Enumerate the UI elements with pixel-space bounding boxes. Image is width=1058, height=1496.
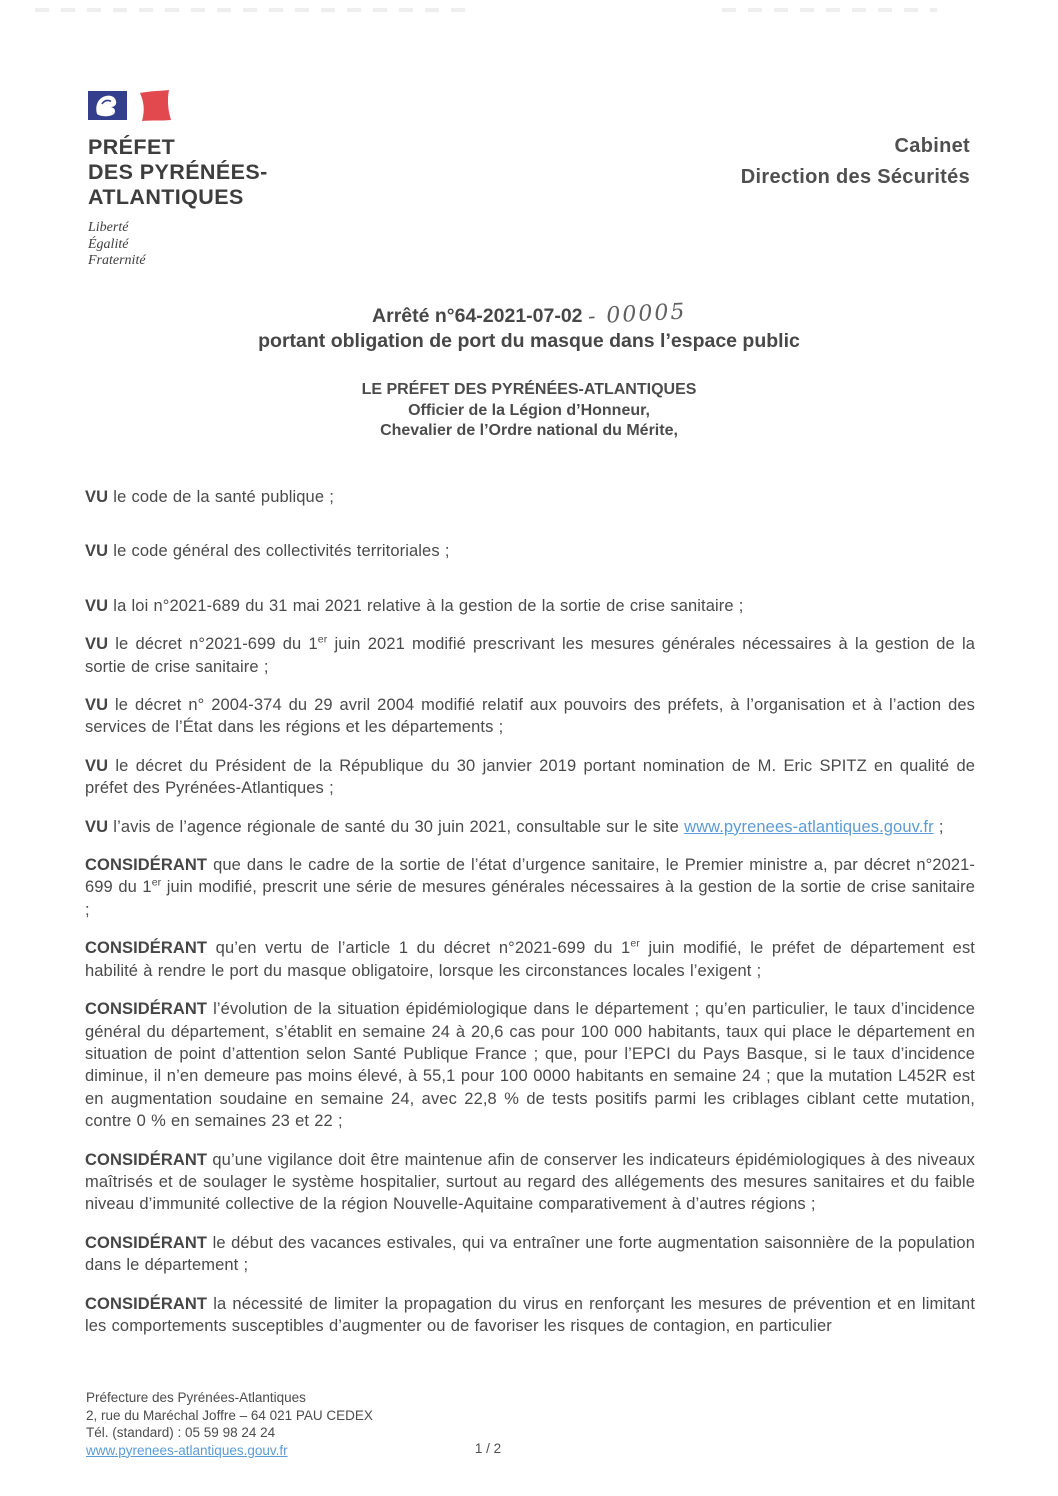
french-republic-logo-icon xyxy=(88,90,174,122)
gov-brand-block xyxy=(88,90,268,270)
paragraph-text: le code de la santé publique ; xyxy=(108,488,334,506)
prefecture-brand-name xyxy=(88,135,268,210)
motto-line-fraternite: Fraternité xyxy=(88,253,146,268)
paragraph-lead-word: CONSIDÉRANT xyxy=(85,1233,208,1252)
issuer-honor-2: Chevalier de l’Ordre national du Mérite, xyxy=(380,422,678,439)
title-block xyxy=(0,299,1058,442)
considerant-article-1 xyxy=(85,937,975,982)
superscript-ordinal: er xyxy=(151,876,162,889)
republic-motto xyxy=(88,220,268,270)
vu-avis-ars xyxy=(85,816,975,838)
service-cabinet: Cabinet xyxy=(894,135,970,157)
paragraph-text: qu’une vigilance doit être maintenue afin de conserver les indicateurs épidémiologiques à des niveaux maîtrisés et de soulager le système hospitalier, surtout au regard des allégements des mesures sanitaires et du faible niveau d’immunité collective de la région Nouvelle-Aquitaine comparativement à d’autres régions ; xyxy=(85,1150,975,1214)
paragraph-lead-word: CONSIDÉRANT xyxy=(85,1000,208,1019)
brand-line: PRÉFET xyxy=(88,135,176,159)
superscript-ordinal: er xyxy=(317,633,328,646)
vu-collectivites-territoriales xyxy=(85,540,975,562)
paragraph-lead-word: VU xyxy=(85,817,109,836)
paragraph-lead-word: CONSIDÉRANT xyxy=(85,939,208,958)
paragraph-lead-word: CONSIDÉRANT xyxy=(85,856,208,875)
issuer-title: LE PRÉFET DES PYRÉNÉES-ATLANTIQUES xyxy=(361,381,697,398)
paragraph-text: le décret n°2021-699 du 1 xyxy=(108,635,318,654)
paragraph-text: que dans le cadre de la sortie de l’état d’urgence sanitaire, le Premier ministre a, par décret n°2021-699 du 1 xyxy=(85,856,975,897)
paragraph-text: le début des vacances estivales, qui va entraîner une forte augmentation saisonnière de la population dans le département ; xyxy=(85,1233,975,1275)
page-number: 1 / 2 xyxy=(474,1441,502,1456)
paragraph-text: la nécessité de limiter la propagation du virus en renforçant les mesures de prévention et en limitant les comportements susceptibles d’augmenter ou de favoriser les risques de contagion, en particulier xyxy=(85,1294,975,1335)
decree-subject: portant obligation de port du masque dans l’espace public xyxy=(258,330,800,352)
paragraph-lead-word: VU xyxy=(85,635,109,654)
considerant-vacances-estivales xyxy=(85,1232,975,1277)
decree-number-line xyxy=(0,299,1058,330)
body-paragraphs xyxy=(85,486,975,1353)
issuer-block xyxy=(0,380,1058,442)
paragraph-lead-word: VU xyxy=(85,488,109,506)
paragraph-text: l’évolution de la situation épidémiologique dans le département ; qu’en particulier, le taux d’incidence général du département, s’établit en semaine 24 à 20,6 cas pour 100 000 habitants, taux qui place le département en situation de point d’attention selon Santé Publique France ; que, pour l’EPCI du Pays Basque, si le taux d’incidence diminue, il n’en demeure pas moins élevé, à 55,1 pour 100 0000 habitants en semaine 24 ; que la mutation L452R est en augmentation soudaine en semaine 24, avec 22,8 % de tests positifs parmi les criblages ciblant cette mutation, contre 0 % en semaines 23 et 22 ; xyxy=(85,1000,975,1131)
scan-artifact xyxy=(35,8,465,12)
issuing-service-block xyxy=(741,131,970,193)
paragraph-text: l’avis de l’agence régionale de santé du 30 juin 2021, consultable sur le site xyxy=(108,817,685,836)
scan-artifact xyxy=(722,8,937,12)
considerant-situation-epidemiologique xyxy=(85,998,975,1132)
paragraph-lead-word: CONSIDÉRANT xyxy=(85,1150,208,1169)
paragraph-text: le décret du Président de la République du 30 janvier 2019 portant nomination de M. Eric SPITZ en qualité de préfet des Pyrénées-Atlantiques ; xyxy=(85,756,975,798)
service-direction-securites: Direction des Sécurités xyxy=(740,166,970,188)
paragraph-lead-word: VU xyxy=(85,596,109,615)
vu-decret-2021-699 xyxy=(85,633,975,678)
footer-block xyxy=(86,1389,373,1459)
motto-line-egalite: Égalité xyxy=(88,236,129,252)
paragraph-text: juin modifié, le préfet de département est habilité à rendre le port du masque obligatoire, lorsque les circonstances locales l’exigent ; xyxy=(85,939,975,980)
vu-loi-2021-689 xyxy=(85,595,975,617)
paragraph-text: qu’en vertu de l’article 1 du décret n°2021-699 du 1 xyxy=(207,939,631,958)
brand-line: DES PYRÉNÉES- xyxy=(88,160,268,184)
footer-phone: Tél. (standard) : 05 59 98 24 24 xyxy=(86,1425,276,1440)
footer-org: Préfecture des Pyrénées-Atlantiques xyxy=(86,1390,306,1405)
issuer-honor-1: Officier de la Légion d’Honneur, xyxy=(408,401,650,419)
inline-website-link[interactable]: www.pyrenees-atlantiques.gouv.fr xyxy=(684,817,934,836)
paragraph-lead-word: VU xyxy=(85,542,109,561)
motto-line-liberte: Liberté xyxy=(88,220,129,235)
vu-sante-publique xyxy=(85,486,975,508)
paragraph-text: le décret n° 2004-374 du 29 avril 2004 modifié relatif aux pouvoirs des préfets, à l’organisation et à l’action des services de l’État dans les régions et les départements ; xyxy=(85,696,975,737)
paragraph-text: le code général des collectivités territoriales ; xyxy=(108,542,450,561)
considerant-vigilance xyxy=(85,1149,975,1216)
footer-website-link[interactable]: www.pyrenees-atlantiques.gouv.fr xyxy=(86,1442,288,1458)
considerant-necessite-limiter xyxy=(85,1293,975,1338)
paragraph-text: ; xyxy=(933,817,944,836)
paragraph-text: juin modifié, prescrit une série de mesures générales nécessaires à la gestion de la sortie de crise sanitaire ; xyxy=(85,878,976,919)
superscript-ordinal: er xyxy=(630,937,640,950)
paragraph-lead-word: VU xyxy=(85,696,109,715)
considerant-sortie-etat-urgence xyxy=(85,854,975,921)
paragraph-lead-word: CONSIDÉRANT xyxy=(85,1294,208,1313)
paragraph-text: juin 2021 modifié prescrivant les mesures générales nécessaires à la gestion de la sortie de crise sanitaire ; xyxy=(85,635,975,676)
vu-decret-2004-374 xyxy=(85,694,975,739)
paragraph-lead-word: VU xyxy=(85,756,109,775)
decree-number-handwritten: - 00005 xyxy=(586,299,687,330)
paragraph-text: la loi n°2021-689 du 31 mai 2021 relative à la gestion de la sortie de crise sanitaire ; xyxy=(108,596,744,615)
brand-line: ATLANTIQUES xyxy=(88,185,244,209)
footer-address: 2, rue du Maréchal Joffre – 64 021 PAU CEDEX xyxy=(86,1407,373,1423)
vu-decret-nomination-spitz xyxy=(85,755,975,800)
decree-number: Arrêté n°64-2021-07-02 xyxy=(372,305,583,327)
